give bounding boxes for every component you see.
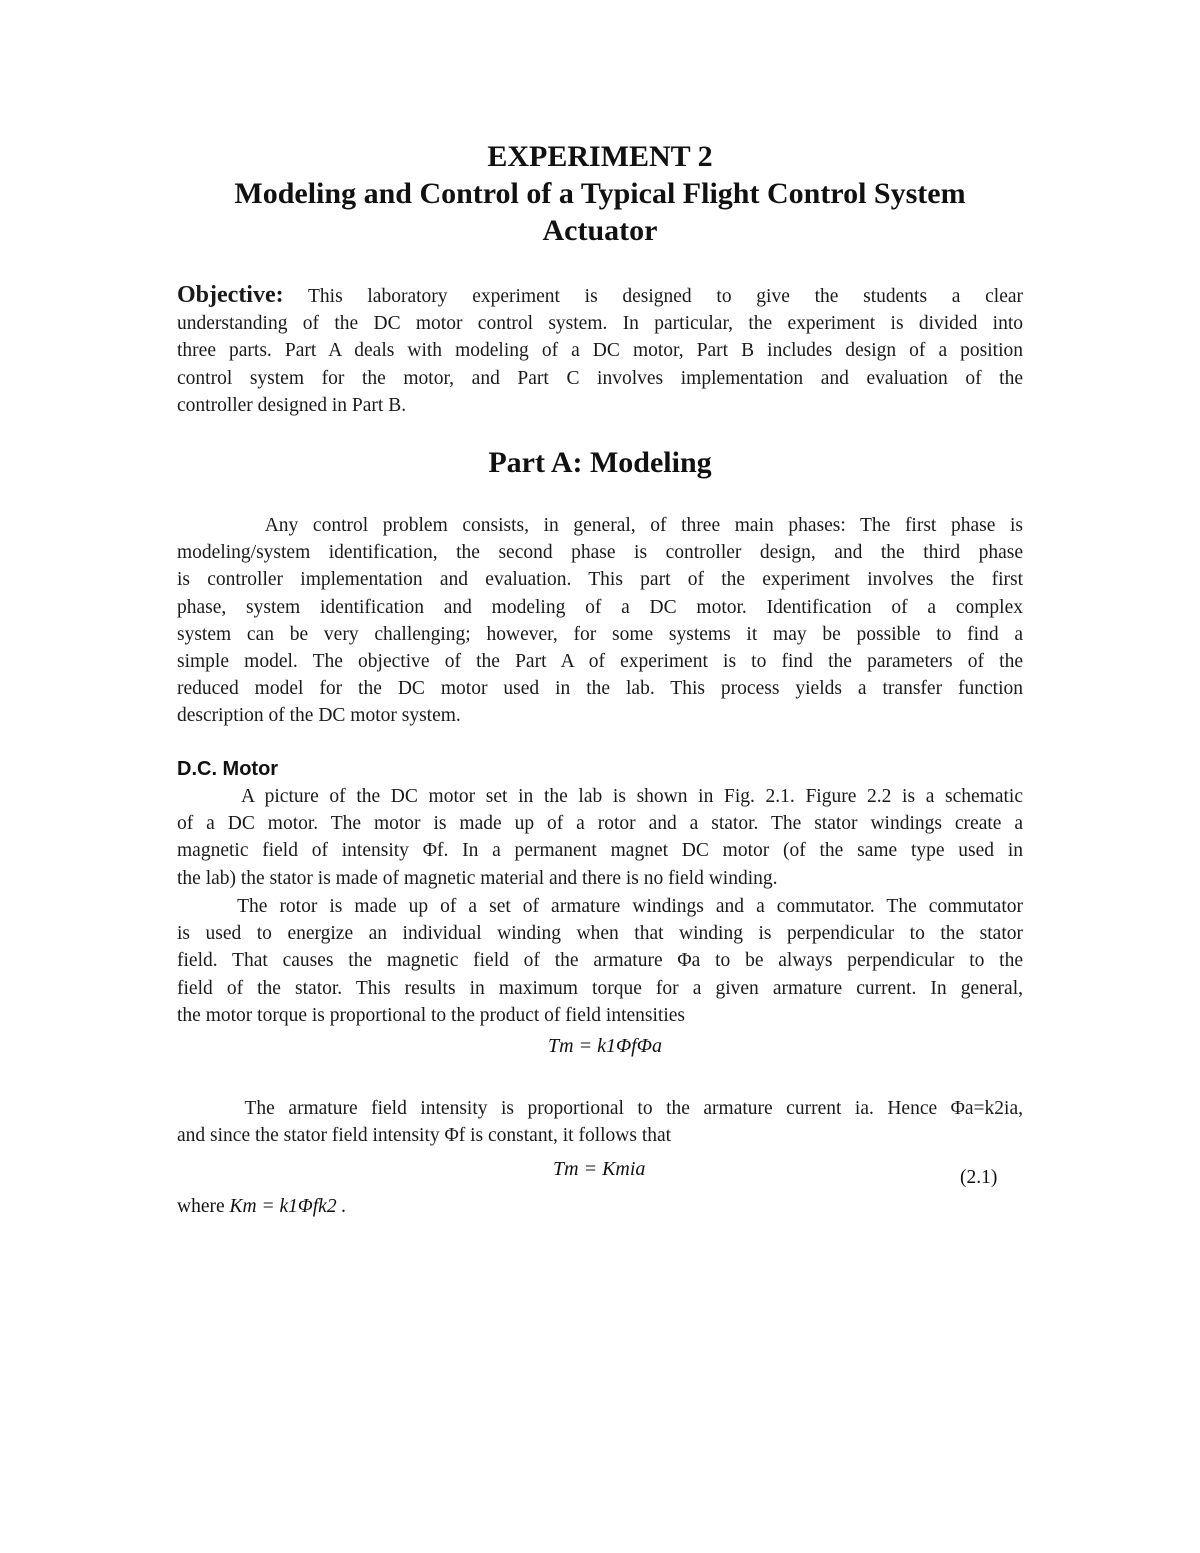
part-a-line: description of the DC motor system. xyxy=(177,705,461,727)
dc-motor-line: of a DC motor. The motor is made up of a rotor and a stator. The stator windings create a xyxy=(177,813,1023,835)
title-line-1: EXPERIMENT 2 xyxy=(487,140,713,173)
part-a-line: modeling/system identification, the second phase is controller design, and the third phase xyxy=(177,542,1023,564)
part-a-line: reduced model for the DC motor used in the lab. This process yields a transfer function xyxy=(177,678,1023,700)
objective-line xyxy=(177,282,1023,310)
dc-motor-line: A picture of the DC motor set in the lab is shown in Fig. 2.1. Figure 2.2 is a schematic xyxy=(177,786,1023,807)
part-a-paragraph xyxy=(177,512,1023,730)
part-a-line: simple model. The objective of the Part A of experiment is to find the parameters of the xyxy=(177,651,1023,673)
dc-motor-line: field of the stator. This results in maximum torque for a given armature current. In general, xyxy=(177,977,1023,999)
where-expression: Km = k1Φfk2 . xyxy=(229,1196,347,1217)
dc-motor-line: The rotor is made up of a set of armature windings and a commutator. The commutator xyxy=(177,896,1023,917)
where-prefix: where xyxy=(177,1196,225,1217)
document-title xyxy=(0,138,1200,249)
dc-motor-paragraph-2 xyxy=(177,893,1023,1029)
torque-equation-1: Tm = k1ΦfΦa xyxy=(548,1035,662,1057)
equation-number: (2.1) xyxy=(960,1167,998,1188)
dc-motor-line: the motor torque is proportional to the product of field intensities xyxy=(177,1004,685,1026)
objective-line: three parts. Part A deals with modeling of a DC motor, Part B includes design of a position xyxy=(177,340,1023,362)
dc-motor-line: is used to energize an individual winding when that winding is perpendicular to the stator xyxy=(177,923,1023,945)
objective-line: understanding of the DC motor control system. In particular, the experiment is divided into xyxy=(177,313,1023,335)
objective-line: control system for the motor, and Part C involves implementation and evaluation of the xyxy=(177,367,1023,389)
dc-motor-paragraph-3 xyxy=(177,1095,1023,1149)
dc-motor-line: magnetic field of intensity Φf. In a permanent magnet DC motor (of the same type used in xyxy=(177,840,1023,862)
where-clause xyxy=(177,1193,346,1220)
part-a-line: phase, system identification and modeling of a DC motor. Identification of a complex xyxy=(177,596,1023,618)
part-a-line: is controller implementation and evaluation. This part of the experiment involves the first xyxy=(177,569,1023,591)
title-line-2: Modeling and Control of a Typical Flight Control System xyxy=(234,177,966,210)
part-a-heading: Part A: Modeling xyxy=(488,446,712,479)
dc-motor-heading: D.C. Motor xyxy=(177,758,279,780)
dc-motor-line: field. That causes the magnetic field of the armature Φa to be always perpendicular to the xyxy=(177,950,1023,972)
torque-equation-2: Tm = Kmia xyxy=(553,1158,646,1180)
part-a-line: Any control problem consists, in general, of three main phases: The first phase is xyxy=(177,515,1023,536)
part-a-line: system can be very challenging; however, for some systems it may be possible to find a xyxy=(177,623,1023,645)
objective-line-text: This laboratory experiment is designed to give the students a clear xyxy=(283,286,1023,307)
objective-line: controller designed in Part B. xyxy=(177,394,407,416)
title-line-3: Actuator xyxy=(542,214,658,247)
objective-label: Objective: xyxy=(177,282,284,308)
dc-motor-line: and since the stator field intensity Φf is constant, it follows that xyxy=(177,1125,672,1147)
dc-motor-line: The armature field intensity is proportional to the armature current ia. Hence Φa=k2ia, xyxy=(177,1098,1023,1119)
dc-motor-paragraph-1 xyxy=(177,783,1023,892)
objective-paragraph xyxy=(177,282,1023,419)
dc-motor-line: the lab) the stator is made of magnetic material and there is no field winding. xyxy=(177,867,778,889)
